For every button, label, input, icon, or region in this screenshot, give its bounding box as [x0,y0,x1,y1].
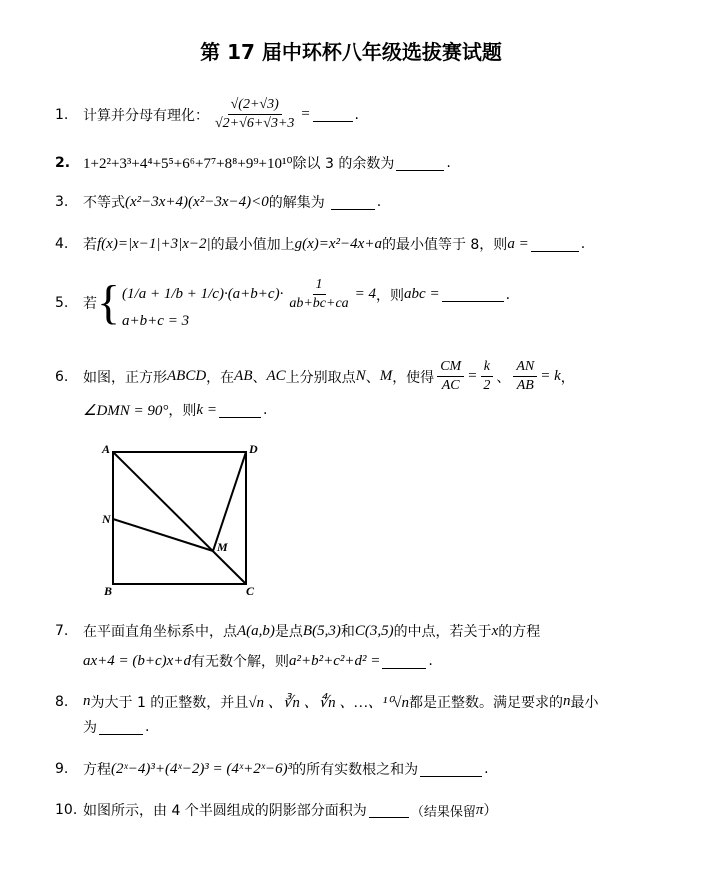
question-text: 如图所示，由 4 个半圆组成的阴影部分面积为 [83,803,367,819]
period: . [262,402,268,418]
question-text: 不等式 [83,195,125,211]
question-text: 最小 [570,694,599,711]
question-number: 8. [55,693,69,710]
question-text: 为大于 1 的正整数，并且 [90,694,249,711]
label-d: D [249,442,258,456]
question-text: 若 [83,237,97,253]
math-expression: g(x)=x²−4x+a [294,235,382,252]
question-8 [55,691,599,712]
answer-blank[interactable] [420,762,482,777]
math-expression: N [355,368,366,384]
denominator: AC [441,378,460,393]
question-number: 5. [55,295,69,311]
question-9 [55,759,489,779]
math-expression: AC [266,368,286,384]
question-text: 除以 3 的余数为 [292,156,395,172]
diagonal-ac [113,452,246,584]
question-number: 7. [55,623,69,639]
question-text: 计算并分母有理化： [83,107,209,124]
question-text: 的所有实数根之和为 [292,762,419,778]
question-text: 若 [83,296,97,312]
question-text: 都是正整数。满足要求的 [409,694,563,711]
denominator: ab+bc+ca [289,296,349,311]
numerator: √(2+√3) [228,96,282,115]
math-expression: π [475,801,484,818]
period: . [428,653,433,669]
question-text: ，在 [206,369,235,386]
question-text: 在平面直角坐标系中，点 [83,624,237,640]
segment-md [213,452,246,551]
math-expression: n [563,693,571,709]
period: . [145,719,150,735]
question-text: 、 [365,369,380,386]
question-text: 方程 [83,762,111,778]
math-expression: B(5,3) [302,622,341,639]
question-note: （结果保留 [410,804,476,820]
math-expression: f(x)=|x−1|+3|x−2| [97,235,211,252]
period: . [446,155,451,171]
question-10 [55,800,497,820]
question-number: 6. [55,368,69,385]
math-expression: C(3,5) [354,622,394,639]
question-text: 为 [83,720,97,736]
numerator: AN [513,358,537,377]
math-expression: 1+2²+3³+4⁴+5⁵+6⁶+7⁷+8⁸+9⁹+10¹⁰ [83,155,293,172]
question-text: 的最小值加上 [210,237,295,253]
math-expression: (2ˣ−4)³+(4ˣ−2)³ = (4ˣ+2ˣ−6)³ [111,760,293,777]
question-text: 、 [496,369,511,386]
math-expression: a+b+c = 3 [122,313,190,329]
math-expression: = k [540,368,561,384]
question-text: 是点 [274,624,303,640]
question-text: 的方程 [498,624,541,640]
math-expression: n [83,693,91,709]
math-expression: (x²−3x+4)(x²−3x−4)<0 [125,193,269,210]
denominator: 2 [483,378,491,393]
question-7 [55,621,540,641]
question-number: 3. [55,194,69,210]
question-number: 10. [55,802,78,818]
math-expression: k = [196,401,217,418]
question-text: 、 [252,369,267,386]
denominator: AB [516,378,534,393]
label-a: A [102,442,111,456]
answer-blank[interactable] [369,803,409,818]
question-text: 如图，正方形 [83,369,167,386]
page-title: 第 17 届中环杯八年级选拔赛试题 [200,40,502,64]
question-text: ，则 [376,287,405,304]
math-expression: (1/a + 1/b + 1/c)·(a+b+c)· [122,286,284,302]
math-expression: a²+b²+c²+d² = [288,652,381,669]
question-text: ，使得 [392,369,435,386]
numerator: CM [437,358,464,377]
math-expression: x [491,622,499,639]
question-text: 的中点，若关于 [393,624,492,640]
math-expression: AB [234,368,253,384]
question-number: 9. [55,761,69,777]
math-expression: = 4 [354,286,377,302]
question-number: 4. [55,236,69,252]
math-expression: ax+4 = (b+c)x+d [83,652,191,669]
answer-blank[interactable] [99,720,143,735]
label-m: M [217,540,228,554]
question-text: 的最小值等于 8，则 [381,237,508,253]
label-b: B [104,584,113,598]
label-n: N [102,512,111,526]
math-expression: √n 、∛n 、∜n 、…、¹⁰√n [248,695,409,711]
math-expression: A(a,b) [237,622,275,639]
question-note: ） [483,803,498,819]
equals: = [300,106,311,122]
math-expression: M [379,368,393,384]
question-number: 1. [55,106,69,123]
math-expression: abc = [404,286,440,302]
question-text: 上分别取点 [285,369,356,386]
question-number: 2. [55,155,71,171]
equals: = [467,368,478,384]
question-text: 的解集为 [268,195,325,211]
period: . [376,194,382,210]
numerator: k [481,358,493,377]
period: . [505,286,511,303]
math-expression: ∠DMN = 90° [83,402,169,419]
period: . [484,761,489,777]
brace: { [97,276,121,329]
math-expression: a = [507,235,529,252]
label-c: C [246,584,255,598]
denominator: √2+√6+√3+3 [215,116,295,131]
numerator: 1 [313,276,326,295]
period: . [580,236,586,252]
answer-blank[interactable] [382,654,426,669]
question-7-line-2 [83,651,433,671]
question-8-line-2 [83,717,149,737]
question-text: ， [560,369,575,386]
question-text: 和 [340,624,355,640]
question-text: ，则 [168,403,197,419]
math-expression: ABCD [167,368,207,384]
question-text: 有无数个解，则 [190,654,289,670]
period: . [354,106,359,123]
